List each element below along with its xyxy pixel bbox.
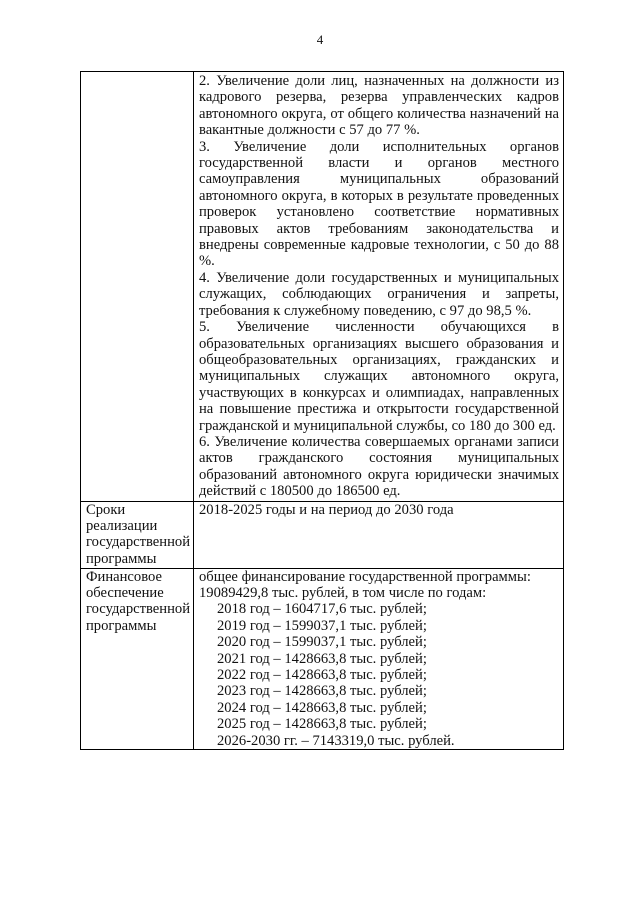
financing-year-2023: 2023 год – 1428663,8 тыс. рублей; — [217, 683, 427, 700]
financing-label-cell: Финансовое обеспечение государственной программы — [81, 568, 194, 749]
financing-year-2019: 2019 год – 1599037,1 тыс. рублей; — [217, 617, 427, 634]
indicator-item-5: 5. Увеличение численности обучающихся в образовательных организациях высшего образования и общеобразовательных организациях, гражданских и муниципальных служащих автономного округа, участвующих в конкурсах и олимпиадах, направленных на повышение престижа и открытости государственной гражданской и муниципальной службы, со 180 до 300 ед. — [199, 319, 559, 434]
indicator-item-4: 4. Увеличение доли государственных и муниципальных служащих, соблюдающих ограничения и запреты, требования к служебному поведению, с 97 до 98,5 %. — [199, 269, 559, 319]
financing-year-2025: 2025 год – 1428663,8 тыс. рублей; — [217, 716, 427, 733]
financing-value-cell — [194, 568, 564, 749]
financing-year-2018: 2018 год – 1604717,6 тыс. рублей; — [217, 601, 427, 618]
indicators-label-cell — [81, 72, 194, 502]
financing-year-2026-2030: 2026-2030 гг. – 7143319,0 тыс. рублей. — [217, 732, 455, 749]
terms-label-cell: Сроки реализации государственной программы — [81, 501, 194, 568]
page-number: 4 — [316, 32, 324, 47]
financing-year-2020: 2020 год – 1599037,1 тыс. рублей; — [217, 634, 427, 651]
table-row-financing — [81, 568, 564, 749]
table-row-terms — [81, 501, 564, 568]
financing-year-2022: 2022 год – 1428663,8 тыс. рублей; — [217, 667, 427, 683]
indicators-value-cell — [194, 72, 564, 502]
program-passport-table — [80, 71, 564, 750]
indicator-item-2: 2. Увеличение доли лиц, назначенных на должности из кадрового резерва, резерва управленческих кадров автономного округа, от общего количества назначений на вакантные должности с 57 до 77 %. — [199, 73, 559, 139]
indicator-item-3: 3. Увеличение доли исполнительных органов государственной власти и органов местного самоуправления муниципальных образований автономного округа, в которых в результате проведенных проверок установлено соответствие нормативных правовых актов требованиям законодательства и внедрены современные кадровые технологии, с 50 до 88 %. — [199, 138, 559, 270]
table-row-indicators — [81, 72, 564, 502]
financing-total: общее финансирование государственной программы: 19089429,8 тыс. рублей, в том числе по годам: — [199, 568, 531, 601]
financing-year-2024: 2024 год – 1428663,8 тыс. рублей; — [217, 699, 427, 716]
financing-year-2021: 2021 год – 1428663,8 тыс. рублей; — [217, 650, 427, 667]
indicator-item-6: 6. Увеличение количества совершаемых органами записи актов гражданского состояния муниципальных образований автономного округа юридически значимых действий с 180500 до 186500 ед. — [199, 433, 559, 500]
terms-value-cell: 2018-2025 годы и на период до 2030 года — [194, 501, 564, 568]
